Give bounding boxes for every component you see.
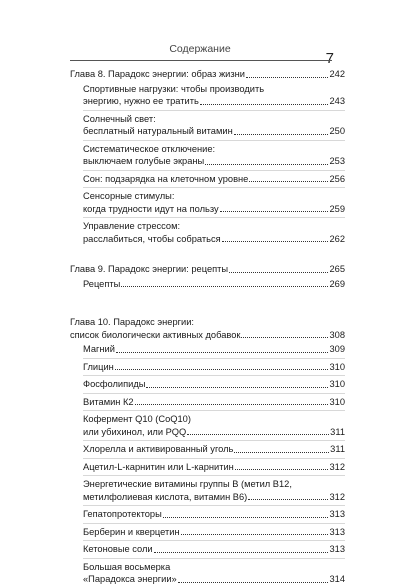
leader-dots xyxy=(234,134,329,135)
leader-dots xyxy=(241,337,328,338)
toc-chapter-10 xyxy=(70,316,345,588)
toc-entry[interactable] xyxy=(83,394,345,412)
toc-page-number: 310 xyxy=(329,396,345,407)
page-number: 7 xyxy=(325,50,334,67)
toc-page-number: 313 xyxy=(329,544,345,554)
leader-dots xyxy=(229,272,328,273)
toc-entry-title: расслабиться, чтобы собраться xyxy=(83,233,221,244)
toc-chapter-row[interactable] xyxy=(70,329,345,342)
toc-chapter-title: Глава 8. Парадокс энергии: образ жизни xyxy=(70,69,245,79)
toc-entry-line: Спортивные нагрузки: чтобы производить xyxy=(83,83,265,94)
toc-page-number: 313 xyxy=(329,509,345,519)
toc-page-number: 259 xyxy=(329,203,345,214)
toc-page-number: 265 xyxy=(329,264,345,274)
leader-dots xyxy=(248,499,328,500)
toc-entry[interactable] xyxy=(83,171,345,189)
table-of-contents xyxy=(70,68,345,588)
toc-entry-title: Рецепты xyxy=(83,278,121,289)
toc-chapter-title-line: Глава 10. Парадокс энергии: xyxy=(70,317,194,327)
toc-chapter-8 xyxy=(70,68,345,247)
leader-dots xyxy=(200,104,329,105)
toc-chapter-row[interactable] xyxy=(70,68,345,81)
leader-dots xyxy=(181,534,329,535)
toc-entry-title: Витамин К2 xyxy=(83,396,134,407)
toc-entry-line: Систематическое отключение: xyxy=(83,143,216,154)
toc-page-number: 312 xyxy=(329,491,345,502)
toc-entry[interactable] xyxy=(83,188,345,218)
toc-entry-title: Кетоновые соли xyxy=(83,544,153,554)
leader-dots xyxy=(115,369,329,370)
toc-entry[interactable] xyxy=(83,376,345,394)
toc-page-number: 310 xyxy=(329,361,345,372)
toc-entry-title: Глицин xyxy=(83,361,114,372)
toc-page-number: 256 xyxy=(329,173,345,184)
toc-entry[interactable] xyxy=(83,359,345,377)
toc-chapter-title: список биологически активных добавок xyxy=(70,329,241,340)
toc-entry-line: Кофермент Q10 (CoQ10) xyxy=(83,414,191,424)
toc-entry-title: Магний xyxy=(83,344,115,354)
toc-entry-title: «Парадокса энергии» xyxy=(83,574,177,584)
toc-entry-title: Фосфолипиды xyxy=(83,379,146,389)
leader-dots xyxy=(249,181,328,182)
toc-page-number: 310 xyxy=(329,379,345,389)
leader-dots xyxy=(121,286,328,287)
toc-entry-line: Сенсорные стимулы: xyxy=(83,191,175,201)
leader-dots xyxy=(135,404,329,405)
toc-entry-title: бесплатный натуральный витамин xyxy=(83,126,233,136)
toc-entry-title: Гепатопротекторы xyxy=(83,509,162,519)
toc-entry[interactable] xyxy=(83,476,345,506)
toc-entry-title: когда трудности идут на пользу xyxy=(83,203,219,214)
toc-page-number: 262 xyxy=(329,233,345,244)
toc-chapter-9 xyxy=(70,263,345,292)
toc-page-number: 308 xyxy=(329,329,345,340)
toc-entry-title: Ацетил-L-карнитин или L-карнитин xyxy=(83,461,234,472)
leader-dots xyxy=(220,211,329,212)
toc-chapter-title: Глава 9. Парадокс энергии: рецепты xyxy=(70,264,229,274)
toc-entry-title: или убихинол, или PQQ xyxy=(83,426,187,437)
running-head: Содержание xyxy=(169,43,231,55)
toc-entry[interactable] xyxy=(83,341,345,359)
toc-entry[interactable] xyxy=(83,81,345,111)
toc-entry[interactable] xyxy=(83,459,345,477)
toc-entry-title: Хлорелла и активированный уголь xyxy=(83,444,234,454)
toc-entry[interactable] xyxy=(83,506,345,524)
toc-page-number: 313 xyxy=(329,526,345,537)
toc-entry[interactable] xyxy=(83,111,345,141)
toc-entry-line: Солнечный свет: xyxy=(83,113,156,124)
toc-page-number: 269 xyxy=(329,278,345,289)
leader-dots xyxy=(222,241,329,242)
toc-entry-title: энергию, нужно ее тратить xyxy=(83,96,199,106)
toc-entry[interactable] xyxy=(83,524,345,542)
toc-entry-title: метилфолиевая кислота, витамин B6) xyxy=(83,491,248,502)
toc-entry-line: Управление стрессом: xyxy=(83,221,181,231)
toc-page-number: 242 xyxy=(329,69,345,79)
toc-chapter-row[interactable] xyxy=(70,263,345,276)
leader-dots xyxy=(154,552,329,553)
toc-entry[interactable] xyxy=(83,541,345,559)
leader-dots xyxy=(187,434,329,435)
toc-page-number: 312 xyxy=(329,461,345,472)
toc-page-number: 314 xyxy=(329,574,345,584)
toc-entry-line: Большая восьмерка xyxy=(83,561,171,572)
leader-dots xyxy=(163,517,329,518)
toc-entry[interactable] xyxy=(83,441,345,459)
toc-entry[interactable] xyxy=(83,276,345,293)
toc-entry-line: Энергетические витамины группы B (метил B12, xyxy=(83,479,292,489)
toc-page-number: 311 xyxy=(330,444,345,454)
leader-dots xyxy=(235,469,329,470)
toc-entry[interactable] xyxy=(83,218,345,247)
toc-entry[interactable] xyxy=(83,411,345,441)
leader-dots xyxy=(146,387,328,388)
leader-dots xyxy=(246,77,329,78)
toc-page-number: 243 xyxy=(329,96,345,106)
toc-page-number: 253 xyxy=(329,156,345,166)
toc-entry-title: Сон: подзарядка на клеточном уровне xyxy=(83,173,249,184)
leader-dots xyxy=(116,352,329,353)
toc-page-number: 311 xyxy=(330,426,345,437)
toc-page-number: 309 xyxy=(329,344,345,354)
toc-entry-title: Берберин и кверцетин xyxy=(83,526,180,537)
header-rule xyxy=(70,60,332,61)
leader-dots xyxy=(178,582,329,583)
toc-entry[interactable] xyxy=(83,559,345,588)
leader-dots xyxy=(205,164,328,165)
leader-dots xyxy=(234,452,329,453)
toc-entry-title: выключаем голубые экраны xyxy=(83,156,205,166)
toc-page-number: 250 xyxy=(329,126,345,136)
toc-entry[interactable] xyxy=(83,141,345,171)
